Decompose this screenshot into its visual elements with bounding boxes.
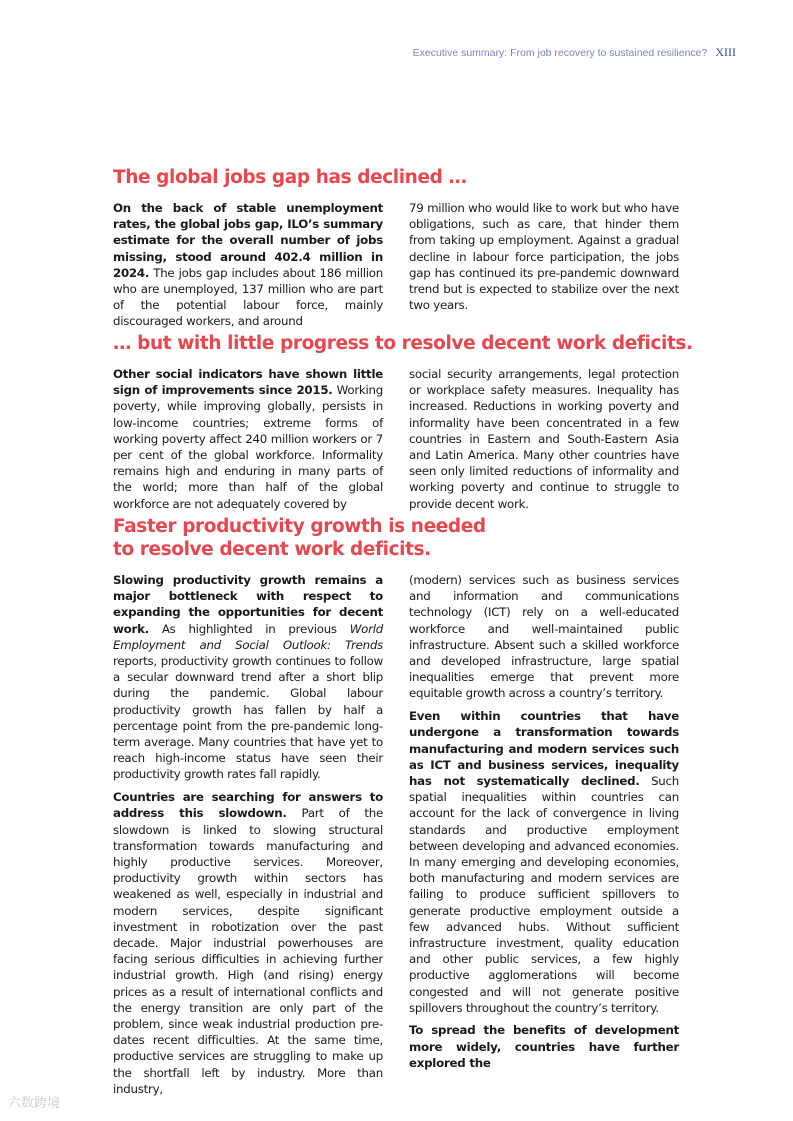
section1-left-column (113, 200, 383, 336)
section-heading-jobs-gap: The global jobs gap has declined … (113, 167, 467, 188)
section3-right-column (409, 572, 679, 1078)
paragraph: (modern) services such as business services and information and communications technology (ICT) rely on a well-educated workforce and well-maintained public infrastructure. Absent such a skilled workforce and developed infrastructure, large spatial inequalities emerge that prevent more equitable growth across a country’s territory. (409, 573, 679, 701)
running-header (413, 45, 736, 60)
lead-sentence: Other social indicators have shown little sign of improvements since 2015. (113, 367, 383, 398)
paragraph (113, 200, 383, 330)
paragraph-text: Working poverty, while improving globally, persists in low-income countries; extreme forms of working poverty affect 240 million workers or 7 per cent of the global workforce. Informality remains high and enduring in many parts of the world; more than half of the global workforce are not adequately covered by (113, 383, 384, 511)
section-heading-productivity (113, 515, 486, 561)
paragraph (113, 789, 383, 1097)
lead-sentence: To spread the benefits of development more widely, countries have further explored the (409, 1023, 679, 1070)
heading-line: to resolve decent work deficits. (113, 539, 431, 560)
section-heading-decent-work: … but with little progress to resolve decent work deficits. (113, 333, 693, 354)
paragraph (113, 366, 383, 512)
running-title: Executive summary: From job recovery to sustained resilience? (412, 47, 708, 59)
paragraph: social security arrangements, legal protection or workplace safety measures. Inequality has increased. Reductions in working poverty and informality have been concentrated in a few countries in Eastern and South-Eastern Asia and Latin America. Many other countries have seen only limited reductions of informality and working poverty and continue to struggle to provide decent work. (409, 367, 679, 511)
lead-sentence: Even within countries that have undergone a transformation towards manufacturing and modern services such as ICT and business services, inequality has not systematically declined. (409, 709, 679, 788)
paragraph (113, 572, 383, 783)
paragraph-text: As highlighted in previous (148, 621, 350, 636)
report-title: World Employment and Social Outlook: Trends (113, 621, 383, 652)
heading-line: Faster productivity growth is needed (113, 516, 486, 537)
section2-right-column (409, 366, 679, 518)
section1-right-column (409, 200, 679, 320)
lead-sentence: Countries are searching for answers to address this slowdown. (113, 790, 383, 821)
paragraph-text: Such spatial inequalities within countries can account for the lack of convergence in living standards and productive employment between developing and advanced economies. In many emerging and developing economies, both manufacturing and modern services are failing to produce sufficient spillovers to generate productive employment outside a few advanced hubs. Without sufficient infrastructure investment, quality education and other public services, a few highly productive agglomerations will become congested and will not generate positive spillovers throughout the country’s territory. (409, 773, 679, 1015)
section3-left-column (113, 572, 383, 1104)
section2-left-column (113, 366, 383, 518)
paragraph (409, 708, 679, 1016)
watermark: 六数跨境 (8, 1096, 61, 1111)
paragraph: 79 million who would like to work but who have obligations, such as care, that hinder them from taking up employment. Against a gradual decline in labour force participation, the jobs gap has continued its pre-pandemic downward trend but is expected to stabilize over the next two years. (409, 201, 679, 313)
lead-sentence: On the back of stable unemployment rates, the global jobs gap, ILO’s summary estimate for the overall number of jobs missing, stood around 402.4 million in 2024. (113, 201, 383, 280)
paragraph-text: Part of the slowdown is linked to slowing structural transformation towards manufacturing and highly productive services. Moreover, productivity growth within sectors has weakened as well, especially in industrial and modern services, despite significant investment in robotization over the past decade. Major industrial powerhouses are facing serious difficulties in achieving further industrial growth. High (and rising) energy prices as a result of international conflicts and the energy transition are only part of the problem, since weak industrial production pre-dates recent difficulties. At the same time, productive services are struggling to make up the shortfall left by industry. More than industry, (113, 806, 383, 1096)
paragraph (409, 1022, 679, 1071)
lead-sentence: Slowing productivity growth remains a major bottleneck with respect to expanding the opportunities for decent work. (113, 573, 383, 636)
paragraph-text: The jobs gap includes about 186 million who are unemployed, 137 million who are part of the potential labour force, mainly discouraged workers, and around (113, 265, 383, 329)
page-number: XIII (715, 45, 736, 59)
paragraph-text: reports, productivity growth continues to follow a secular downward trend after a short blip during the pandemic. Global labour productivity growth has fallen by half a percentage point from the pre-pandemic long-term average. Many countries that have yet to reach high-income status have seen their productivity growth rates fall rapidly. (113, 654, 383, 782)
